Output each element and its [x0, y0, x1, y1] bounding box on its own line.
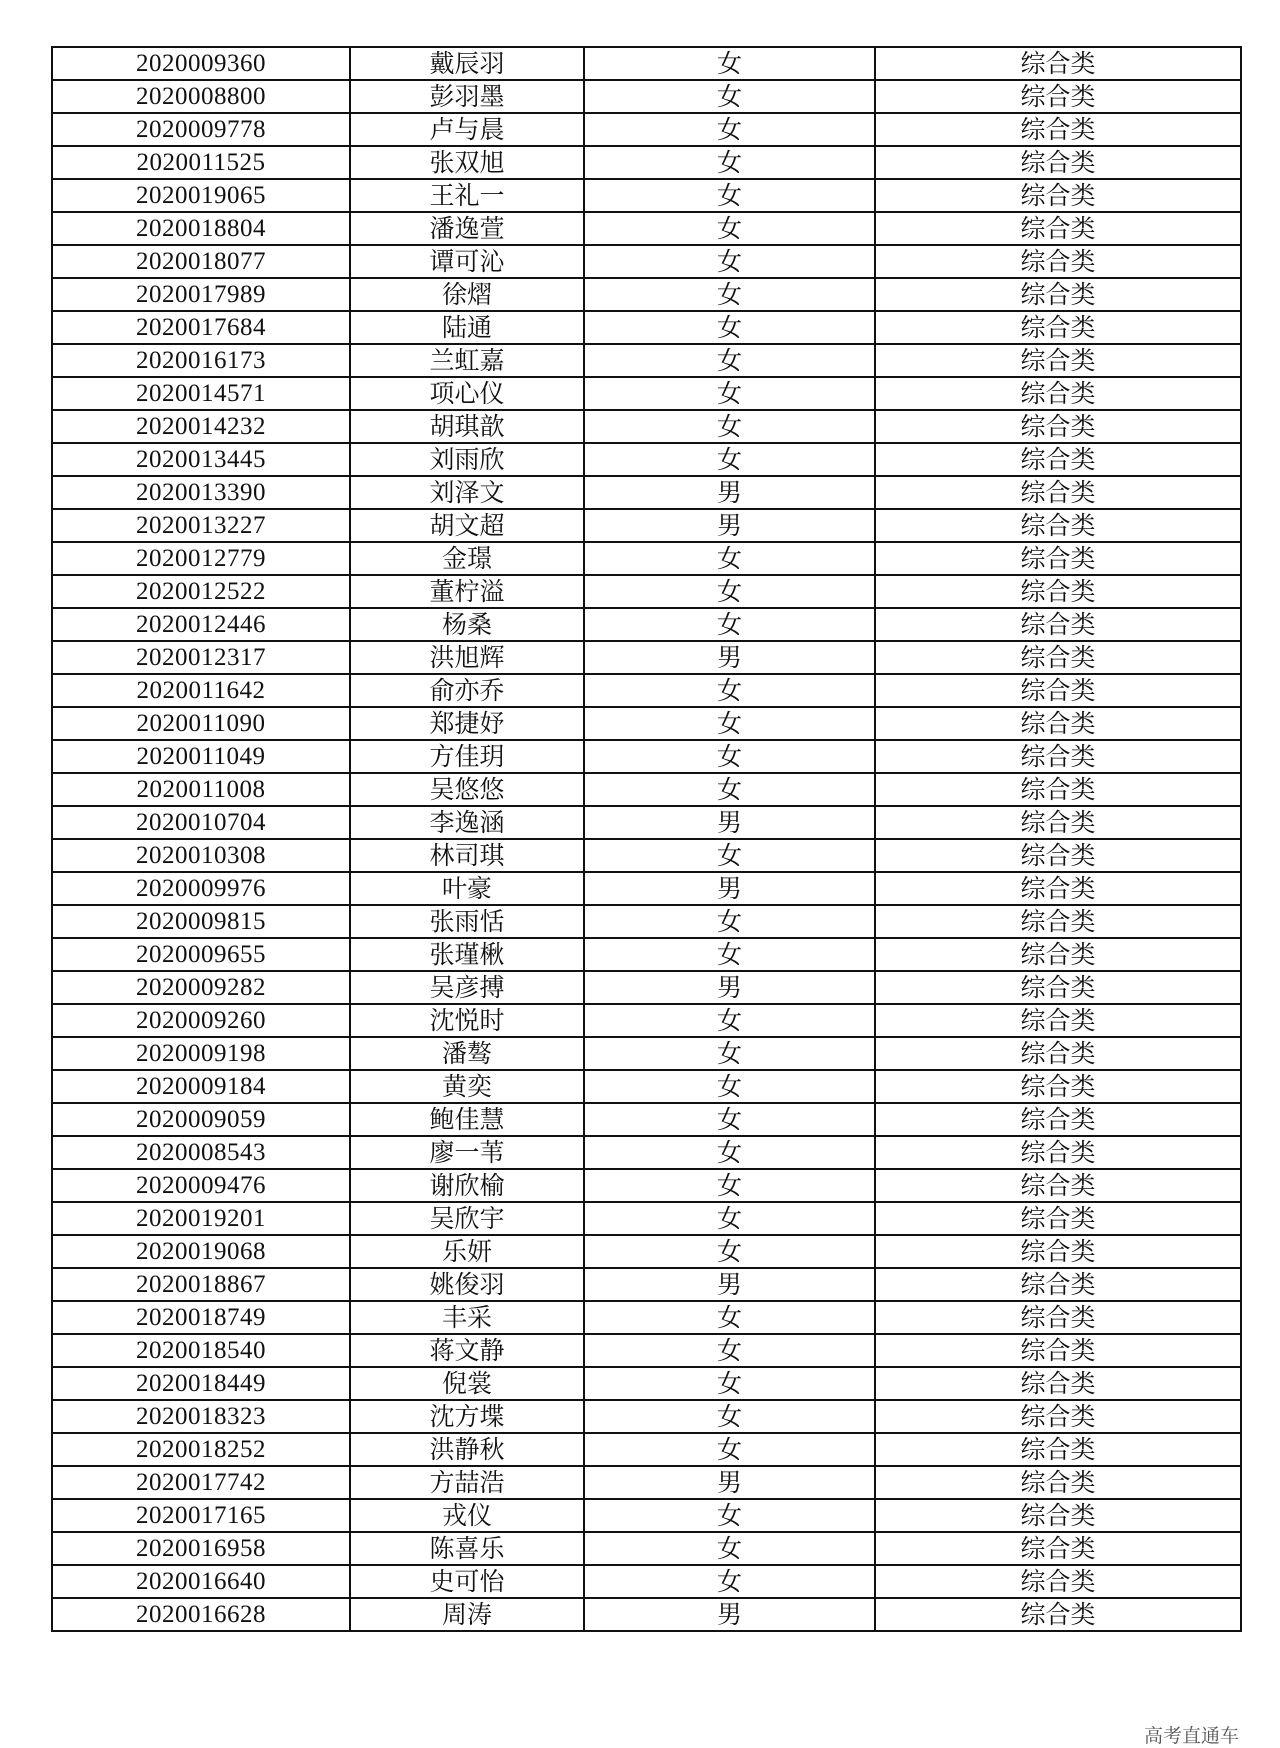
student-id-cell: 2020009655	[52, 938, 350, 971]
table-row	[52, 245, 1241, 278]
category-cell: 综合类	[875, 707, 1241, 740]
roster-table	[51, 46, 1242, 1632]
student-id-cell: 2020019068	[52, 1235, 350, 1268]
gender-cell: 女	[584, 443, 875, 476]
student-name-cell: 吴欣宇	[350, 1202, 584, 1235]
gender-cell: 女	[584, 146, 875, 179]
student-name-cell: 姚俊羽	[350, 1268, 584, 1301]
category-cell: 综合类	[875, 1103, 1241, 1136]
gender-cell: 男	[584, 872, 875, 905]
category-cell: 综合类	[875, 1235, 1241, 1268]
student-name-cell: 刘雨欣	[350, 443, 584, 476]
student-name-cell: 张双旭	[350, 146, 584, 179]
student-id-cell: 2020008800	[52, 80, 350, 113]
gender-cell: 女	[584, 278, 875, 311]
student-name-cell: 廖一苇	[350, 1136, 584, 1169]
gender-cell: 女	[584, 1334, 875, 1367]
gender-cell: 女	[584, 1433, 875, 1466]
gender-cell: 女	[584, 311, 875, 344]
student-name-cell: 鲍佳慧	[350, 1103, 584, 1136]
category-cell: 综合类	[875, 443, 1241, 476]
category-cell: 综合类	[875, 1037, 1241, 1070]
student-name-cell: 卢与晨	[350, 113, 584, 146]
gender-cell: 男	[584, 971, 875, 1004]
student-name-cell: 张雨恬	[350, 905, 584, 938]
student-name-cell: 戴辰羽	[350, 47, 584, 80]
gender-cell: 女	[584, 707, 875, 740]
table-row	[52, 1268, 1241, 1301]
student-id-cell: 2020014232	[52, 410, 350, 443]
table-row	[52, 377, 1241, 410]
student-name-cell: 黄奕	[350, 1070, 584, 1103]
table-row	[52, 1301, 1241, 1334]
student-name-cell: 陈喜乐	[350, 1532, 584, 1565]
table-row	[52, 410, 1241, 443]
category-cell: 综合类	[875, 1202, 1241, 1235]
gender-cell: 男	[584, 641, 875, 674]
category-cell: 综合类	[875, 1070, 1241, 1103]
student-name-cell: 郑捷妤	[350, 707, 584, 740]
student-id-cell: 2020017165	[52, 1499, 350, 1532]
category-cell: 综合类	[875, 773, 1241, 806]
gender-cell: 女	[584, 740, 875, 773]
student-id-cell: 2020018804	[52, 212, 350, 245]
student-name-cell: 杨桑	[350, 608, 584, 641]
table-row	[52, 608, 1241, 641]
category-cell: 综合类	[875, 839, 1241, 872]
table-row	[52, 1202, 1241, 1235]
gender-cell: 女	[584, 245, 875, 278]
student-id-cell: 2020009815	[52, 905, 350, 938]
gender-cell: 女	[584, 212, 875, 245]
student-name-cell: 洪静秋	[350, 1433, 584, 1466]
student-id-cell: 2020008543	[52, 1136, 350, 1169]
student-name-cell: 方佳玥	[350, 740, 584, 773]
student-id-cell: 2020012522	[52, 575, 350, 608]
table-row	[52, 113, 1241, 146]
category-cell: 综合类	[875, 509, 1241, 542]
student-id-cell: 2020016628	[52, 1598, 350, 1631]
student-id-cell: 2020011008	[52, 773, 350, 806]
category-cell: 综合类	[875, 1334, 1241, 1367]
student-id-cell: 2020009184	[52, 1070, 350, 1103]
student-id-cell: 2020010308	[52, 839, 350, 872]
student-id-cell: 2020009260	[52, 1004, 350, 1037]
gender-cell: 女	[584, 410, 875, 443]
gender-cell: 女	[584, 1400, 875, 1433]
table-row	[52, 707, 1241, 740]
gender-cell: 女	[584, 1070, 875, 1103]
student-id-cell: 2020017742	[52, 1466, 350, 1499]
category-cell: 综合类	[875, 245, 1241, 278]
student-name-cell: 丰采	[350, 1301, 584, 1334]
table-row	[52, 1334, 1241, 1367]
student-id-cell: 2020017989	[52, 278, 350, 311]
category-cell: 综合类	[875, 1367, 1241, 1400]
category-cell: 综合类	[875, 1268, 1241, 1301]
category-cell: 综合类	[875, 1169, 1241, 1202]
student-name-cell: 李逸涵	[350, 806, 584, 839]
table-row	[52, 905, 1241, 938]
student-name-cell: 项心仪	[350, 377, 584, 410]
student-id-cell: 2020018449	[52, 1367, 350, 1400]
gender-cell: 女	[584, 1103, 875, 1136]
student-name-cell: 胡琪歆	[350, 410, 584, 443]
gender-cell: 女	[584, 1367, 875, 1400]
table-row	[52, 80, 1241, 113]
table-row	[52, 938, 1241, 971]
gender-cell: 女	[584, 47, 875, 80]
gender-cell: 女	[584, 608, 875, 641]
category-cell: 综合类	[875, 1433, 1241, 1466]
student-id-cell: 2020013445	[52, 443, 350, 476]
student-id-cell: 2020017684	[52, 311, 350, 344]
gender-cell: 女	[584, 1169, 875, 1202]
gender-cell: 女	[584, 1301, 875, 1334]
student-id-cell: 2020014571	[52, 377, 350, 410]
gender-cell: 女	[584, 1565, 875, 1598]
table-row	[52, 344, 1241, 377]
student-name-cell: 沈悦时	[350, 1004, 584, 1037]
gender-cell: 女	[584, 1037, 875, 1070]
category-cell: 综合类	[875, 179, 1241, 212]
table-row	[52, 1367, 1241, 1400]
student-name-cell: 刘泽文	[350, 476, 584, 509]
student-id-cell: 2020018867	[52, 1268, 350, 1301]
student-id-cell: 2020011049	[52, 740, 350, 773]
category-cell: 综合类	[875, 344, 1241, 377]
student-name-cell: 洪旭辉	[350, 641, 584, 674]
table-row	[52, 1565, 1241, 1598]
category-cell: 综合类	[875, 971, 1241, 1004]
gender-cell: 男	[584, 1466, 875, 1499]
table-row	[52, 971, 1241, 1004]
category-cell: 综合类	[875, 1466, 1241, 1499]
student-name-cell: 兰虹嘉	[350, 344, 584, 377]
student-name-cell: 沈方堞	[350, 1400, 584, 1433]
student-id-cell: 2020013227	[52, 509, 350, 542]
student-id-cell: 2020009282	[52, 971, 350, 1004]
table-row	[52, 839, 1241, 872]
student-id-cell: 2020019201	[52, 1202, 350, 1235]
table-row	[52, 278, 1241, 311]
student-id-cell: 2020019065	[52, 179, 350, 212]
category-cell: 综合类	[875, 872, 1241, 905]
student-name-cell: 潘逸萱	[350, 212, 584, 245]
table-row	[52, 179, 1241, 212]
table-row	[52, 1037, 1241, 1070]
gender-cell: 女	[584, 80, 875, 113]
gender-cell: 男	[584, 509, 875, 542]
student-id-cell: 2020013390	[52, 476, 350, 509]
student-id-cell: 2020011090	[52, 707, 350, 740]
category-cell: 综合类	[875, 1301, 1241, 1334]
student-id-cell: 2020018077	[52, 245, 350, 278]
gender-cell: 女	[584, 1136, 875, 1169]
table-row	[52, 1136, 1241, 1169]
table-row	[52, 740, 1241, 773]
table-row	[52, 542, 1241, 575]
gender-cell: 女	[584, 839, 875, 872]
category-cell: 综合类	[875, 542, 1241, 575]
table-row	[52, 509, 1241, 542]
gender-cell: 男	[584, 476, 875, 509]
table-row	[52, 1598, 1241, 1631]
gender-cell: 女	[584, 377, 875, 410]
category-cell: 综合类	[875, 146, 1241, 179]
student-id-cell: 2020012446	[52, 608, 350, 641]
category-cell: 综合类	[875, 740, 1241, 773]
gender-cell: 女	[584, 938, 875, 971]
student-name-cell: 谢欣榆	[350, 1169, 584, 1202]
table-row	[52, 806, 1241, 839]
table-row	[52, 146, 1241, 179]
category-cell: 综合类	[875, 1565, 1241, 1598]
student-id-cell: 2020018540	[52, 1334, 350, 1367]
gender-cell: 女	[584, 773, 875, 806]
student-id-cell: 2020018323	[52, 1400, 350, 1433]
category-cell: 综合类	[875, 311, 1241, 344]
table-row	[52, 1004, 1241, 1037]
gender-cell: 女	[584, 179, 875, 212]
student-name-cell: 吴彦搏	[350, 971, 584, 1004]
student-name-cell: 史可怡	[350, 1565, 584, 1598]
student-id-cell: 2020018749	[52, 1301, 350, 1334]
student-name-cell: 彭羽墨	[350, 80, 584, 113]
table-row	[52, 1433, 1241, 1466]
category-cell: 综合类	[875, 1499, 1241, 1532]
gender-cell: 女	[584, 674, 875, 707]
table-row	[52, 1235, 1241, 1268]
category-cell: 综合类	[875, 80, 1241, 113]
student-name-cell: 蒋文静	[350, 1334, 584, 1367]
watermark-text: 高考直通车	[1144, 1725, 1240, 1747]
gender-cell: 女	[584, 1532, 875, 1565]
student-id-cell: 2020018252	[52, 1433, 350, 1466]
table-row	[52, 1499, 1241, 1532]
student-name-cell: 谭可沁	[350, 245, 584, 278]
student-id-cell: 2020010704	[52, 806, 350, 839]
gender-cell: 女	[584, 113, 875, 146]
gender-cell: 女	[584, 344, 875, 377]
table-row	[52, 773, 1241, 806]
student-name-cell: 倪裳	[350, 1367, 584, 1400]
category-cell: 综合类	[875, 377, 1241, 410]
student-name-cell: 吴悠悠	[350, 773, 584, 806]
gender-cell: 男	[584, 1268, 875, 1301]
category-cell: 综合类	[875, 575, 1241, 608]
student-name-cell: 戎仪	[350, 1499, 584, 1532]
category-cell: 综合类	[875, 1598, 1241, 1631]
student-name-cell: 林司琪	[350, 839, 584, 872]
student-id-cell: 2020016640	[52, 1565, 350, 1598]
student-id-cell: 2020009976	[52, 872, 350, 905]
table-row	[52, 1169, 1241, 1202]
student-id-cell: 2020016173	[52, 344, 350, 377]
roster-table-body	[52, 47, 1241, 1631]
category-cell: 综合类	[875, 410, 1241, 443]
gender-cell: 女	[584, 542, 875, 575]
student-id-cell: 2020011642	[52, 674, 350, 707]
table-row	[52, 1532, 1241, 1565]
student-name-cell: 方喆浩	[350, 1466, 584, 1499]
student-id-cell: 2020009476	[52, 1169, 350, 1202]
category-cell: 综合类	[875, 278, 1241, 311]
category-cell: 综合类	[875, 674, 1241, 707]
gender-cell: 女	[584, 1202, 875, 1235]
gender-cell: 女	[584, 1499, 875, 1532]
student-name-cell: 叶豪	[350, 872, 584, 905]
table-row	[52, 311, 1241, 344]
student-id-cell: 2020009198	[52, 1037, 350, 1070]
student-name-cell: 乐妍	[350, 1235, 584, 1268]
table-row	[52, 575, 1241, 608]
gender-cell: 女	[584, 575, 875, 608]
student-name-cell: 周涛	[350, 1598, 584, 1631]
category-cell: 综合类	[875, 641, 1241, 674]
student-id-cell: 2020009778	[52, 113, 350, 146]
category-cell: 综合类	[875, 905, 1241, 938]
gender-cell: 女	[584, 905, 875, 938]
gender-cell: 男	[584, 806, 875, 839]
table-row	[52, 443, 1241, 476]
student-id-cell: 2020016958	[52, 1532, 350, 1565]
gender-cell: 女	[584, 1235, 875, 1268]
category-cell: 综合类	[875, 1004, 1241, 1037]
student-name-cell: 陆通	[350, 311, 584, 344]
category-cell: 综合类	[875, 1136, 1241, 1169]
category-cell: 综合类	[875, 47, 1241, 80]
table-row	[52, 674, 1241, 707]
student-name-cell: 张瑾楸	[350, 938, 584, 971]
gender-cell: 女	[584, 1004, 875, 1037]
category-cell: 综合类	[875, 1400, 1241, 1433]
student-id-cell: 2020009360	[52, 47, 350, 80]
student-name-cell: 胡文超	[350, 509, 584, 542]
student-id-cell: 2020009059	[52, 1103, 350, 1136]
student-name-cell: 俞亦乔	[350, 674, 584, 707]
category-cell: 综合类	[875, 806, 1241, 839]
student-name-cell: 王礼一	[350, 179, 584, 212]
table-row	[52, 1400, 1241, 1433]
table-row	[52, 476, 1241, 509]
student-id-cell: 2020011525	[52, 146, 350, 179]
student-id-cell: 2020012317	[52, 641, 350, 674]
student-name-cell: 金璟	[350, 542, 584, 575]
category-cell: 综合类	[875, 113, 1241, 146]
student-name-cell: 潘骜	[350, 1037, 584, 1070]
student-name-cell: 董柠溢	[350, 575, 584, 608]
category-cell: 综合类	[875, 1532, 1241, 1565]
category-cell: 综合类	[875, 938, 1241, 971]
table-row	[52, 47, 1241, 80]
table-row	[52, 872, 1241, 905]
table-row	[52, 212, 1241, 245]
category-cell: 综合类	[875, 608, 1241, 641]
table-row	[52, 1466, 1241, 1499]
category-cell: 综合类	[875, 476, 1241, 509]
category-cell: 综合类	[875, 212, 1241, 245]
student-id-cell: 2020012779	[52, 542, 350, 575]
table-row	[52, 1103, 1241, 1136]
gender-cell: 男	[584, 1598, 875, 1631]
table-row	[52, 641, 1241, 674]
student-name-cell: 徐熠	[350, 278, 584, 311]
table-row	[52, 1070, 1241, 1103]
